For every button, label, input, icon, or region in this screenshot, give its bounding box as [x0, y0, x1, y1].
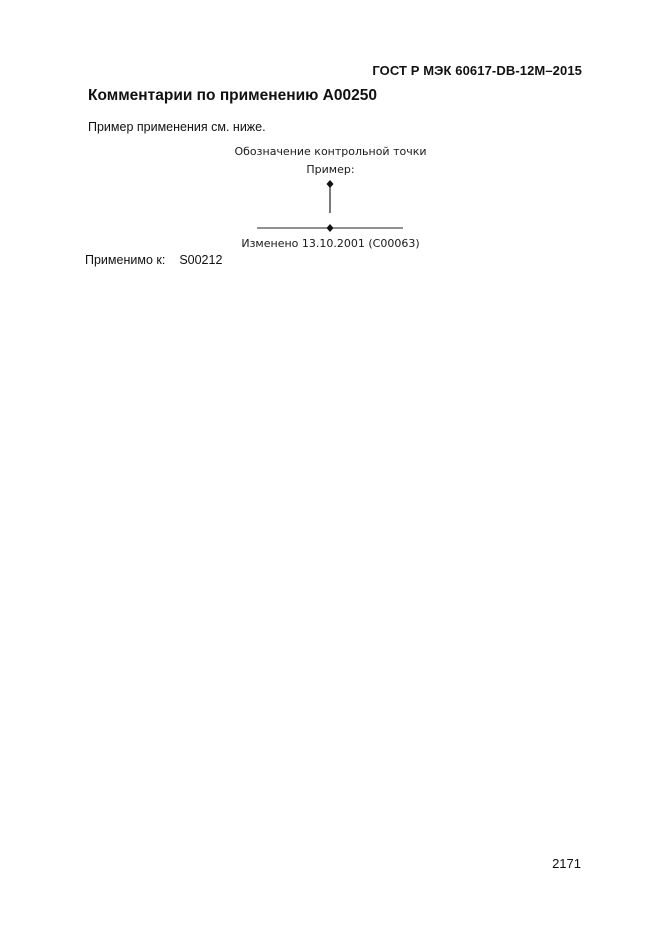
symbol-diamond — [327, 180, 334, 188]
intro-text: Пример применения см. ниже. — [88, 120, 266, 134]
applies-to-label: Применимо к: — [85, 253, 166, 267]
line-diamond — [327, 224, 334, 232]
figure-example-label: Пример: — [306, 163, 355, 176]
test-point-symbol-standalone — [327, 180, 334, 213]
page-number: 2171 — [552, 856, 581, 871]
applies-to-value: S00212 — [179, 253, 223, 267]
test-point-on-line — [257, 224, 403, 232]
figure-title: Обозначение контрольной точки — [234, 145, 427, 158]
figure-test-point — [0, 140, 661, 255]
applies-to-row — [85, 253, 222, 267]
document-header: ГОСТ Р МЭК 60617-DB-12M–2015 — [372, 63, 582, 78]
section-title: Комментарии по применению A00250 — [88, 87, 377, 104]
figure-modified-note: Изменено 13.10.2001 (C00063) — [241, 237, 420, 250]
